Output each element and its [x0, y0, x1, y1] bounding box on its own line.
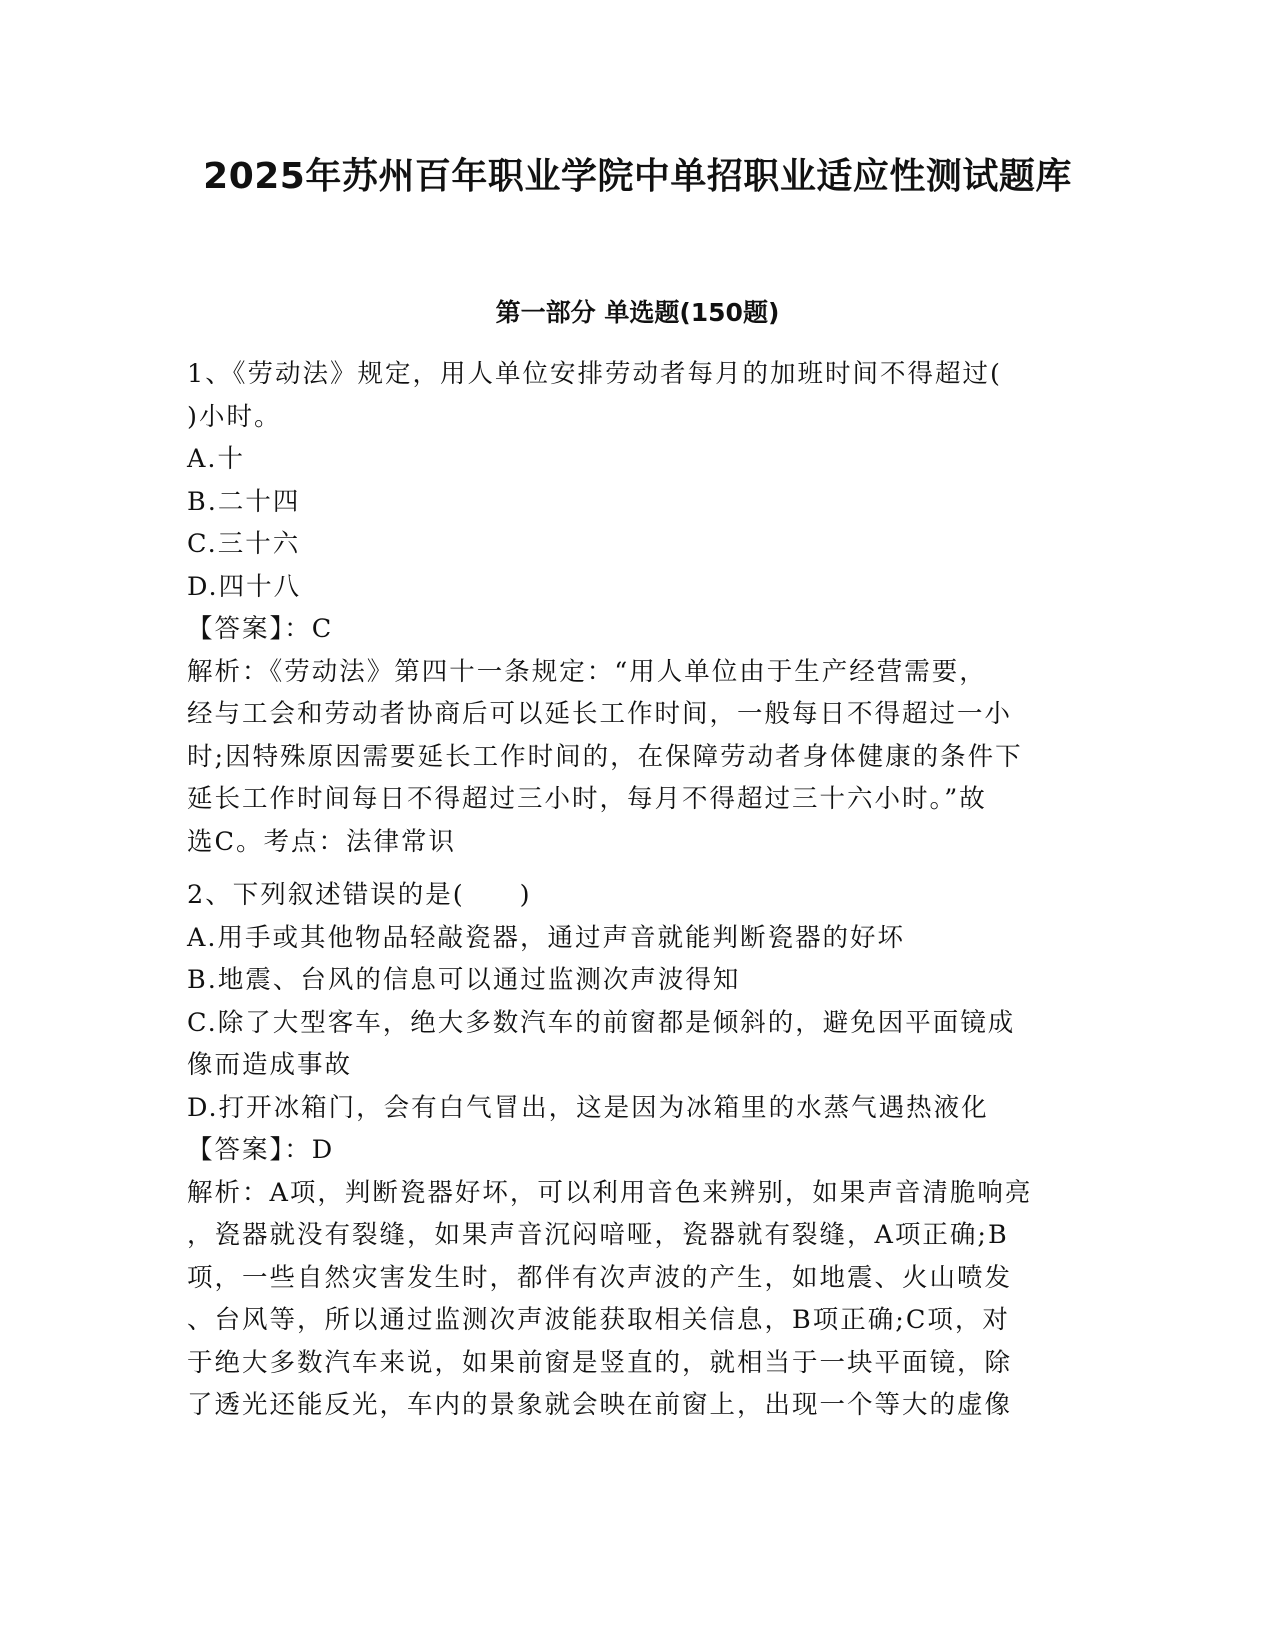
analysis-line: 、台风等，所以通过监测次声波能获取相关信息，B项正确;C项，对 — [187, 1305, 1010, 1335]
analysis-line: 延长工作时间每日不得超过三小时，每月不得超过三十六小时。”故 — [187, 784, 987, 814]
question-1 — [187, 353, 1087, 863]
option-c: C.除了大型客车，绝大多数汽车的前窗都是倾斜的，避免因平面镜成 — [187, 1007, 1016, 1038]
analysis-line: 选C。考点：法律常识 — [187, 826, 457, 857]
option-c: C.三十六 — [187, 529, 301, 559]
analysis-line: 解析：《劳动法》第四十一条规定：“用人单位由于生产经营需要， — [187, 656, 987, 687]
question-separator — [187, 863, 1087, 874]
option-a: A.十 — [187, 444, 246, 474]
answer-line: 【答案】：C — [187, 614, 334, 644]
analysis-line: 经与工会和劳动者协商后可以延长工作时间，一般每日不得超过一小 — [187, 699, 1013, 729]
question-stem-line: 2、下列叙述错误的是( ) — [187, 880, 532, 910]
option-c-continued: 像而造成事故 — [187, 1050, 353, 1080]
analysis-line: ，瓷器就没有裂缝，如果声音沉闷喑哑，瓷器就有裂缝，A项正确;B — [187, 1220, 1009, 1250]
option-d: D.四十八 — [187, 571, 302, 602]
analysis-line: 了透光还能反光，车内的景象就会映在前窗上，出现一个等大的虚像 — [187, 1390, 1013, 1420]
analysis-line: 项，一些自然灾害发生时，都伴有次声波的产生，如地震、火山喷发 — [187, 1262, 1013, 1293]
question-stem-line: 1、《劳动法》规定，用人单位安排劳动者每月的加班时间不得超过( — [187, 359, 1002, 389]
option-a: A.用手或其他物品轻敲瓷器，通过声音就能判断瓷器的好坏 — [187, 922, 906, 953]
document-title: 2025年苏州百年职业学院中单招职业适应性测试题库 — [203, 156, 1072, 197]
option-b: B.二十四 — [187, 486, 301, 517]
section-heading: 第一部分 单选题(150题) — [495, 298, 780, 327]
question-2 — [187, 874, 1087, 1427]
question-stem-line: )小时。 — [187, 401, 282, 432]
answer-line: 【答案】：D — [187, 1135, 335, 1165]
analysis-line: 于绝大多数汽车来说，如果前窗是竖直的，就相当于一块平面镜，除 — [187, 1347, 1013, 1378]
analysis-line: 解析：A项，判断瓷器好坏，可以利用音色来辨别，如果声音清脆响亮 — [187, 1177, 1033, 1208]
option-d: D.打开冰箱门，会有白气冒出，这是因为冰箱里的水蒸气遇热液化 — [187, 1092, 989, 1123]
question-list — [187, 353, 1087, 1427]
analysis-line: 时;因特殊原因需要延长工作时间的，在保障劳动者身体健康的条件下 — [187, 741, 1023, 772]
option-b: B.地震、台风的信息可以通过监测次声波得知 — [187, 965, 741, 995]
